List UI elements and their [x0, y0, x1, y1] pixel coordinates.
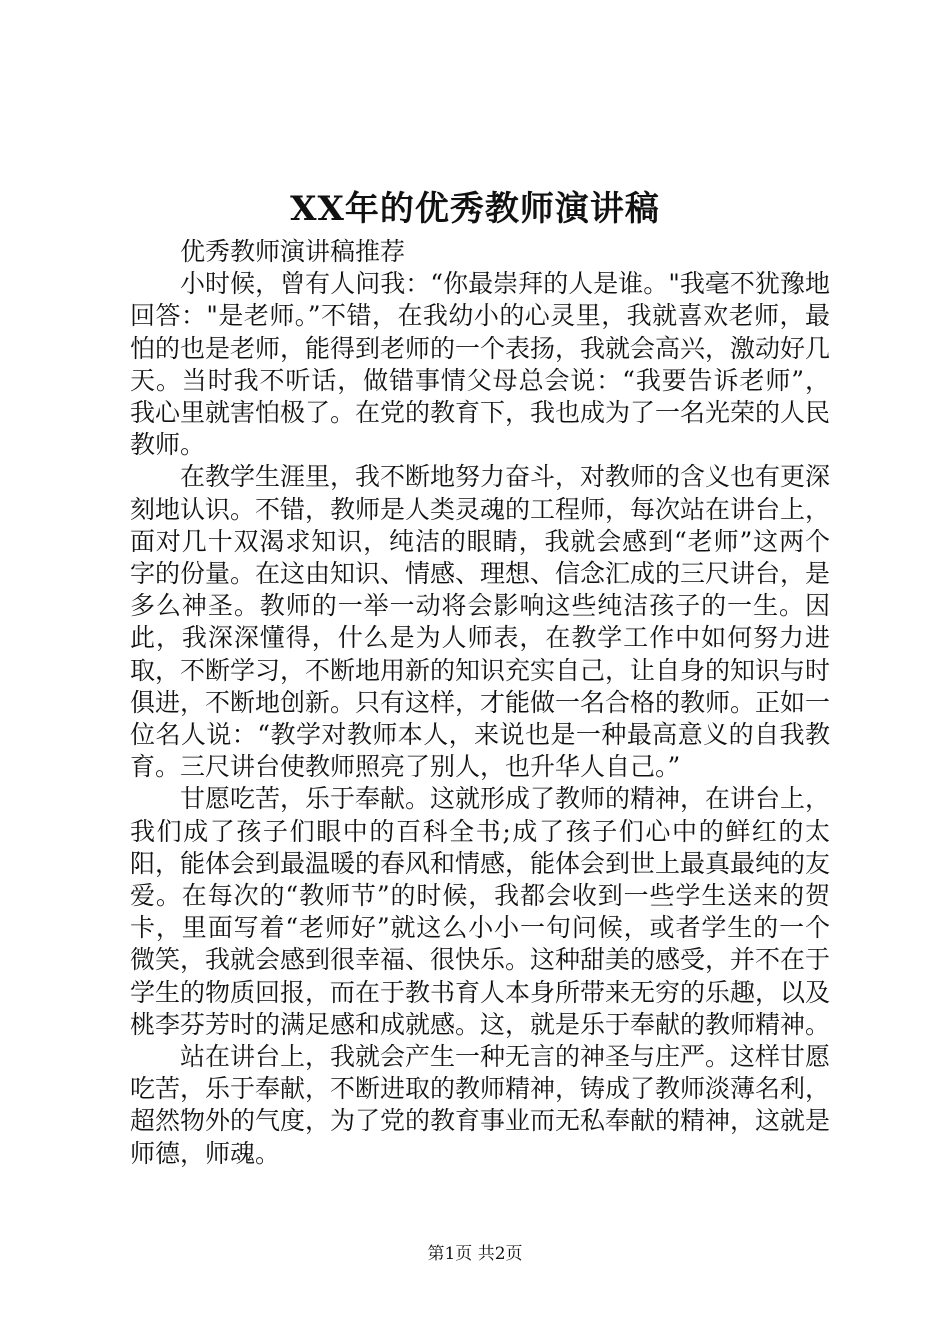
paragraph-subtitle: 优秀教师演讲稿推荐	[180, 237, 406, 266]
paragraph: 站在讲台上，我就会产生一种无言的神圣与庄严。这样甘愿吃苦，乐于奉献，不断进取的教师精神，铸成了教师淡薄名利，超然物外的气度，为了党的教育事业而无私奉献的精神，这就是师德，师魂。	[130, 1042, 831, 1168]
paragraph: 小时候，曾有人问我：“你最崇拜的人是谁。"我毫不犹豫地回答："是老师。”不错，在我幼小的心灵里，我就喜欢老师，最怕的也是老师，能得到老师的一个表扬，我就会高兴，激动好几天。当时我不听话，做错事情父母总会说：“我要告诉老师”，我心里就害怕极了。在党的教育下，我也成为了一名光荣的人民教师。	[130, 269, 831, 460]
page-footer: 第1页 共2页	[427, 1244, 523, 1264]
document-title: XX年的优秀教师演讲稿	[290, 189, 660, 229]
paragraph: 甘愿吃苦，乐于奉献。这就形成了教师的精神，在讲台上，我们成了孩子们眼中的百科全书;成了孩子们心中的鲜红的太阳，能体会到最温暖的春风和情感，能体会到世上最真最纯的友爱。在每次的“教师节”的时候，我都会收到一些学生送来的贺卡，里面写着“老师好”就这么小小一句问候，或者学生的一个微笑，我就会感到很幸福、很快乐。这种甜美的感受，并不在于学生的物质回报，而在于教书育人本身所带来无穷的乐趣，以及桃李芬芳时的满足感和成就感。这，就是乐于奉献的教师精神。	[130, 784, 831, 1039]
paragraph: 在教学生涯里，我不断地努力奋斗，对教师的含义也有更深刻地认识。不错，教师是人类灵魂的工程师，每次站在讲台上，面对几十双渴求知识，纯洁的眼睛，我就会感到“老师”这两个字的份量。在这由知识、情感、理想、信念汇成的三尺讲台，是多么神圣。教师的一举一动将会影响这些纯洁孩子的一生。因此，我深深懂得，什么是为人师表，在教学工作中如何努力进取，不断学习，不断地用新的知识充实自己，让自身的知识与时俱进，不断地创新。只有这样，才能做一名合格的教师。正如一位名人说：“教学对教师本人，来说也是一种最高意义的自我教育。三尺讲台使教师照亮了别人，也升华人自己。”	[130, 462, 831, 782]
document-body	[130, 236, 830, 1170]
